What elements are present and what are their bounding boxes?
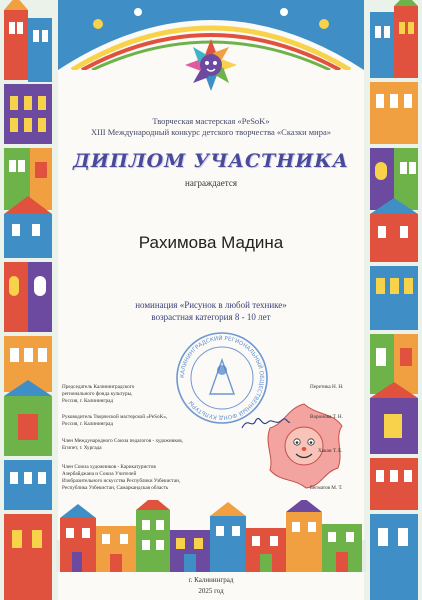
signatory-3-name: Хакан Т. Е. bbox=[318, 448, 343, 454]
left-house-border bbox=[0, 0, 58, 600]
organizer-name: Творческая мастерская «PeSoK» bbox=[152, 116, 270, 126]
contest-name: XIII Международный конкурс детского творчества «Сказки мира» bbox=[90, 127, 331, 137]
signatory-3-title: Член Международного Союза педагогов - художников, Египет, г. Хургада bbox=[62, 438, 183, 451]
stamp-ring-text: КАЛИНИНГРАДСКИЙ РЕГИОНАЛЬНЫЙ ОБЩЕСТВЕННЫЙ ФОНД КУЛЬТУРЫ bbox=[179, 335, 265, 421]
diploma-title: ДИПЛОМ УЧАСТНИКА bbox=[73, 150, 349, 172]
footer-city: г. Калининград bbox=[188, 576, 234, 584]
signatory-4-name: Бегматов М. Т. bbox=[310, 485, 343, 491]
signatory-2-title: Руководитель Творческой мастерской «PeSoK», Россия, г. Калининград bbox=[62, 414, 168, 427]
signatory-1-name: Перетика Н. Н. bbox=[310, 384, 344, 390]
signatory-1-title: Председатель Калининградского регионального фонда культуры, Россия, г. Калининград bbox=[62, 384, 135, 404]
recipient-name: Рахимова Мадина bbox=[138, 233, 284, 252]
bottom-house-illustration bbox=[56, 500, 366, 572]
diploma-content bbox=[58, 0, 364, 600]
handwritten-signature bbox=[240, 412, 292, 434]
nomination: номинация «Рисунок в любой технике» bbox=[135, 300, 287, 310]
footer-year: 2025 год bbox=[198, 587, 224, 595]
signatory-2-name: Воронова Т. Н. bbox=[310, 414, 343, 420]
right-house-border bbox=[364, 0, 422, 600]
age-category: возрастная категория 8 - 10 лет bbox=[151, 312, 271, 322]
awarded-label: награждается bbox=[185, 178, 237, 188]
svg-text:КАЛИНИНГРАДСКИЙ РЕГИОНАЛЬНЫЙ О bbox=[180, 335, 264, 420]
signatory-4-title: Член Союза художников - Карикатуристов Азербайджана и Союза Учителей Изобразительного искусства Республики Узбекистан, Республика Узбекистан, Самаркандская область bbox=[62, 464, 181, 491]
pesok-logo bbox=[184, 38, 238, 92]
